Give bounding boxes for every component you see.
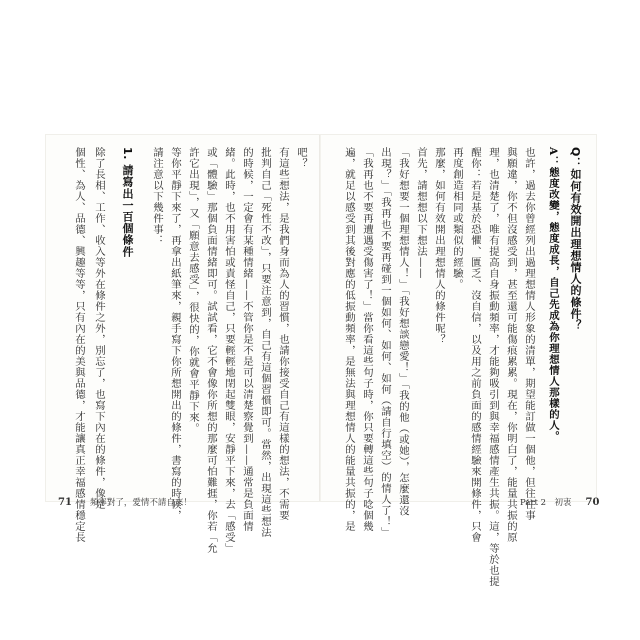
body-line: 出現？」「我再也不要再碰到一個如何、如何、如何（請自行填空）的情人了！」 [379,147,391,538]
body-line: 批判自己「死性不改」，只要注意到，自己有這個習慣即可。當然，出現這些想法 [259,147,271,538]
body-line: 那麼，如何有效開出理想情人的條件呢？ [433,147,445,345]
running-section: Part 2 初衷 [520,498,572,508]
body-line: 與願違，你不但沒感受到，甚至還可能傷痕累累。現在，你明白了，能量共振的原 [505,147,517,543]
running-title: 頻率對了，愛情不請自來！ [89,498,192,508]
section-heading: 1. 請寫出一百個條件 [121,147,134,258]
body-line: 「我好想要一個理想情人！」「我好想談戀愛！」「我的他（或她），怎麼還沒 [397,147,409,517]
body-line: 遍，就足以感受到其後對應的低振動頻率，是無法與理想情人的能量共振的，是 [343,147,355,532]
question-heading: Q：如何有效開出理想情人的條件？ [569,147,582,331]
answer-intro: A：態度改變，態度成長，自己先成為你理想情人那樣的人。 [547,147,559,442]
body-line: 除了長相、工作、收入等外在條件之外，別忘了，也寫下內在的條件，像是 [93,147,105,510]
body-line: 醒你：若是基於恐懼、匱乏、沒自信，以及用之前負面的感情經驗來開條件，只會 [469,147,481,543]
body-line: 理，也清楚了，唯有提高自身振動頻率，才能夠吸引到與幸福感情產生共振。這，等於也提 [487,147,499,587]
page-number-left: 71 [58,497,72,508]
body-line: 緒。此時，也不用害怕或責怪自己，只要輕輕地閉起雙眼，安靜平下來，去「感受」 [223,147,235,554]
right-folio [520,496,599,508]
book-gutter [319,135,321,501]
body-line: 有這些想法，是我們身而為人的習慣，也請你接受自己有這樣的想法，不需要 [277,147,289,521]
body-line: 再度創造相同或類似的經驗。 [451,147,463,290]
page-number-right: 70 [585,497,600,508]
body-line: 首先，請想想以下想法—— [415,147,427,279]
body-line: 吧？ [295,147,307,169]
body-line: 也許，過去你曾經列出過理想情人形象的清單，期望能訂做一個他，但往往事 [523,147,535,521]
body-line: 個性、為人、品德、興趣等等，只有內在的美與品德，才能讓真正幸福感情穩定長 [73,147,85,543]
left-folio [58,496,192,508]
body-line: 「我再也不要再遭遇受傷害了！」當你看這些句子時，你只要轉這些句子唸個幾 [361,147,373,532]
body-line: 等你平靜下來了，再拿出紙筆來，親手寫下你所想開出的條件，書寫的時候， [169,147,181,521]
body-line: 或「體驗」那個負面情緒即可。試試看，它不會像你所想的那麼可怕難捱，你若「允 [205,147,217,554]
body-line: 請注意以下幾件事： [151,147,163,246]
body-line: 許它出現」，又「願意去感受」，很快的，你就會平靜下來。 [187,147,199,434]
body-line: 的時候，一定會有某種情緒——不管你是不是可以清楚察覺到——通常是負面情 [241,147,253,532]
